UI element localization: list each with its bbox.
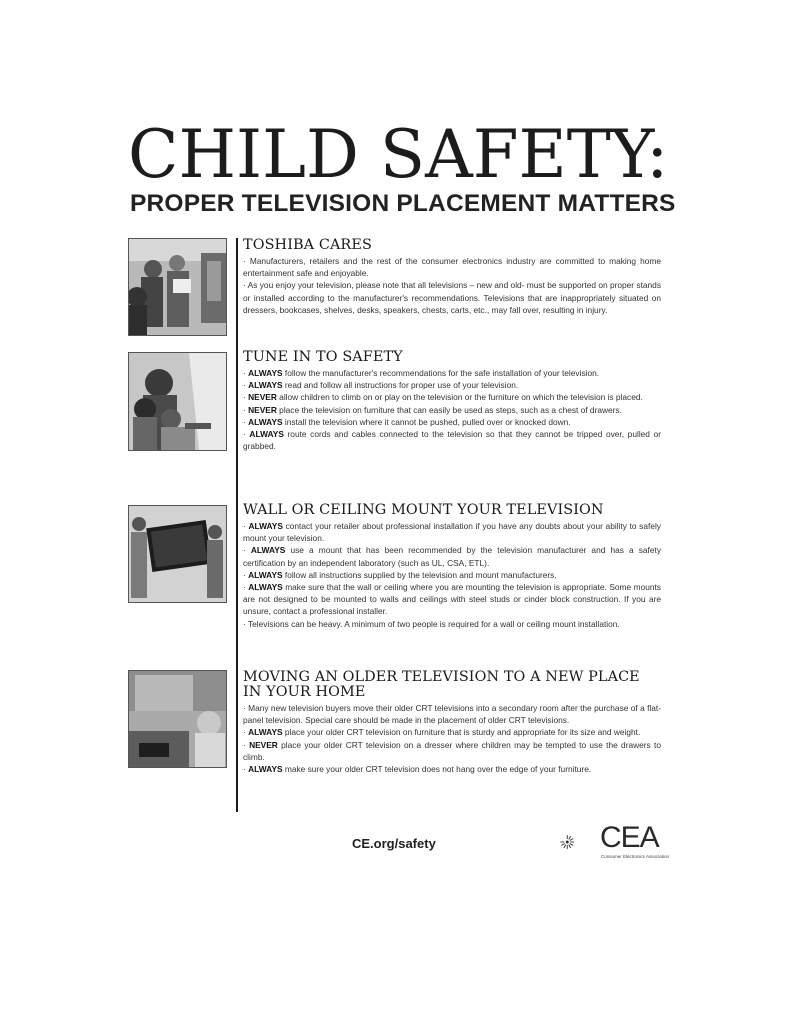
section-wall-ceiling-mount [243, 503, 661, 630]
bullet-item: · ALWAYS make sure that the wall or ceiling where you are mounting the television is appropriate. Some mounts are not designed to be mounted to walls and ceilings with steel studs or cinder block construction. If you are unsure, contact a professional installer. [243, 582, 661, 617]
bullet-list [243, 255, 661, 316]
section-title: MOVING AN OLDER TELEVISION TO A NEW PLACE IN YOUR HOME [243, 669, 640, 700]
cea-logo-text: CEA [600, 821, 659, 854]
page-title: CHILD SAFETY: [128, 116, 669, 193]
section-toshiba-cares [243, 238, 661, 316]
bullet-item: · ALWAYS follow all instructions supplied by the television and mount manufacturers. [243, 569, 557, 580]
bullet-item: · NEVER place the television on furniture that can easily be used as steps, such as a chest of drawers. [243, 404, 622, 415]
section-title: TOSHIBA CARES [243, 237, 372, 253]
bullet-item: · ALWAYS use a mount that has been recommended by the television manufacturer and has a safety certification by an independent laboratory (such as UL, CSA, ETL). [243, 545, 661, 568]
bullet-list [243, 367, 661, 452]
bullet-item: · Televisions can be heavy. A minimum of two people is required for a wall or ceiling mount installation. [243, 618, 620, 629]
section-moving-older-tv [243, 670, 661, 775]
bullet-item: · ALWAYS route cords and cables connected to the television so that they cannot be tripped over, pulled or grabbed. [243, 429, 661, 452]
section-title: TUNE IN TO SAFETY [243, 349, 403, 365]
section-title: WALL OR CEILING MOUNT YOUR TELEVISION [243, 502, 604, 518]
bullet-item: · ALWAYS make sure your older CRT television does not hang over the edge of your furniture. [243, 764, 592, 775]
footer-url[interactable]: CE.org/safety [352, 836, 436, 851]
photo-wall-mount-installation [128, 505, 227, 603]
bullet-item: · ALWAYS read and follow all instructions for proper use of your television. [243, 380, 519, 391]
bullet-item: · As you enjoy your television, please note that all televisions – new and old- must be supported on proper stands or installed according to the manufacturer's recommendations. Televisions that are inappropriately situated on dressers, bookcases, shelves, desks, speakers, chests, carts, etc., may fall over, resulting in injury. [243, 280, 661, 315]
cea-logo-icon [560, 822, 600, 862]
bullet-item: · Manufacturers, retailers and the rest of the consumer electronics industry are committed to making home entertainment safe and enjoyable. [243, 256, 661, 279]
bullet-item: · Many new television buyers move their older CRT televisions into a secondary room after the purchase of a flat-panel television. Special care should be made in the placement of older CRT televisions. [243, 703, 661, 726]
photo-store-shoppers [128, 238, 227, 336]
bullet-item: · ALWAYS place your older CRT television on furniture that is sturdy and appropriate for its size and weight. [243, 727, 641, 738]
bullet-list [243, 520, 661, 630]
photo-older-crt-tv [128, 670, 227, 768]
vertical-divider [236, 238, 238, 812]
photo-family-watching [128, 352, 227, 451]
bullet-item: · ALWAYS install the television where it cannot be pushed, pulled over or knocked down. [243, 416, 571, 427]
section-tune-in-to-safety [243, 350, 661, 452]
page-subtitle: PROPER TELEVISION PLACEMENT MATTERS [130, 190, 676, 217]
bullet-item: · ALWAYS contact your retailer about professional installation if you have any doubts about your ability to safely mount your television. [243, 521, 661, 544]
bullet-item: · NEVER allow children to climb on or play on the television or the furniture on which the television is placed. [243, 392, 643, 403]
cea-logo-subtext: Consumer Electronics Association [601, 854, 670, 859]
bullet-item: · ALWAYS follow the manufacturer's recommendations for the safe installation of your television. [243, 368, 600, 378]
bullet-item: · NEVER place your older CRT television on a dresser where children may be tempted to use the drawers to climb. [243, 739, 661, 762]
bullet-list [243, 702, 661, 775]
